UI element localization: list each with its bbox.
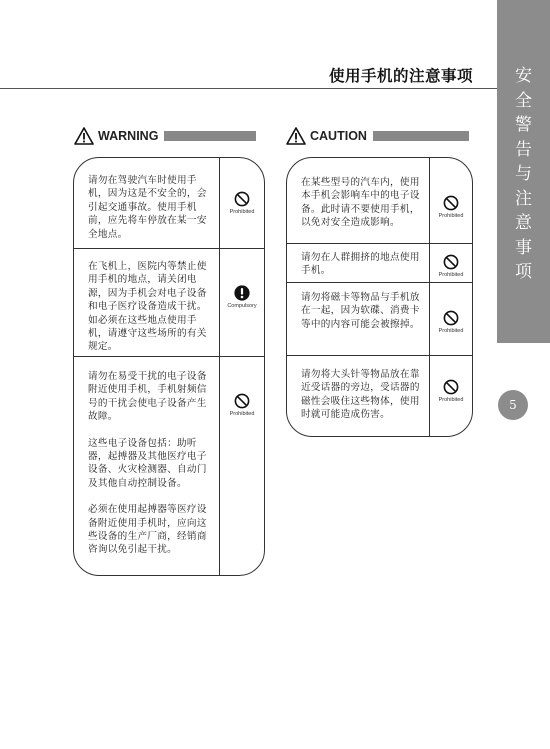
caution-item-text: [301, 368, 427, 422]
prohibited-caption: Prohibited: [438, 328, 464, 334]
warning-heading: [74, 126, 256, 146]
caution-item-paragraph: 请勿在人群拥挤的地点使用手机。: [301, 252, 420, 277]
prohibited-icon: [443, 195, 459, 211]
caution-item-icon-cell: [429, 283, 472, 355]
side-tab-char: 告: [515, 139, 532, 160]
caution-heading-bar: [373, 131, 469, 141]
warning-item: [74, 356, 264, 576]
warning-triangle-icon: [74, 127, 94, 145]
warning-item-paragraph: 在飞机上，医院内等禁止使用手机的地点，请关闭电源，因为手机会对电子设备和电子医疗设备造成干扰。如必须在这些地点使用手机，请遵守这些场所的有关规定。: [88, 261, 207, 353]
caution-item-paragraph: 在某些型号的汽车内，使用本手机会影响车中的电子设备。此时请不要使用手机，以免对安全造成影响。: [301, 177, 420, 229]
caution-item: [287, 158, 472, 243]
warning-item-icon-cell: [219, 357, 264, 576]
prohibited-icon: [443, 254, 459, 270]
prohibited-caption: Prohibited: [229, 411, 255, 417]
warning-item-paragraph: 请勿在易受干扰的电子设备附近使用手机，手机射频信号的干扰会使电子设备产生故障。: [88, 371, 207, 423]
prohibited-icon: [234, 191, 250, 207]
compulsory-symbol: [220, 285, 264, 309]
warning-label: WARNING: [98, 129, 159, 143]
side-tab: [497, 0, 550, 343]
side-tab-char: 全: [515, 90, 532, 111]
caution-item: [287, 282, 472, 355]
warning-item-text: [88, 260, 214, 354]
side-tab-char: 安: [515, 66, 532, 86]
caution-item: [287, 355, 472, 437]
prohibited-symbol: [430, 310, 472, 334]
caution-label: CAUTION: [310, 129, 367, 143]
title-rule: [0, 88, 497, 89]
warning-item-paragraph: 请勿在驾驶汽车时使用手机，因为这是不安全的，会引起交通事故。使用手机前，应先将车停放在某一安全地点。: [88, 175, 207, 240]
caution-item-text: [301, 251, 427, 278]
side-tab-char: 项: [515, 262, 532, 282]
caution-item-paragraph: 请勿将大头针等物品放在靠近受话器的旁边，受话器的磁性会吸住这些物体，使用时就可能造成伤害。: [301, 369, 420, 421]
caution-item-icon-cell: [429, 356, 472, 437]
warning-item-text: [88, 174, 214, 241]
compulsory-icon: [234, 285, 250, 301]
prohibited-caption: Prohibited: [438, 272, 464, 278]
warning-item: [74, 248, 264, 356]
prohibited-symbol: [430, 195, 472, 219]
warning-box: [73, 157, 265, 576]
side-tab-title: [497, 64, 550, 285]
prohibited-symbol: [220, 393, 264, 417]
compulsory-caption: Compulsory: [227, 303, 257, 309]
side-tab-char: 与: [515, 164, 532, 184]
side-tab-char: 事: [515, 237, 532, 258]
prohibited-icon: [443, 310, 459, 326]
caution-heading: [286, 126, 469, 146]
warning-item: [74, 158, 264, 248]
caution-item-text: [301, 176, 427, 230]
prohibited-caption: Prohibited: [229, 209, 255, 215]
side-tab-char: 警: [515, 115, 532, 135]
caution-triangle-icon: [286, 127, 306, 145]
prohibited-symbol: [430, 254, 472, 278]
prohibited-icon: [234, 393, 250, 409]
warning-item-icon-cell: [219, 249, 264, 356]
warning-item-icon-cell: [219, 158, 264, 248]
prohibited-symbol: [430, 379, 472, 403]
warning-item-paragraph: 必须在使用起搏器等医疗设备附近使用手机时，应向这些设备的生产厂商，经销商咨询以免引起干扰。: [88, 504, 207, 556]
caution-item-paragraph: 请勿将磁卡等物品与手机放在一起，因为软碟、消费卡等中的内容可能会被擦掉。: [301, 292, 420, 330]
caution-item-icon-cell: [429, 158, 472, 243]
caution-box: [286, 157, 473, 437]
caution-item-text: [301, 291, 427, 331]
side-tab-char: 注: [515, 188, 532, 209]
warning-heading-bar: [164, 131, 256, 141]
prohibited-caption: Prohibited: [438, 213, 464, 219]
prohibited-icon: [443, 379, 459, 395]
prohibited-caption: Prohibited: [438, 397, 464, 403]
warning-item-text: [88, 370, 214, 557]
side-tab-char: 意: [515, 213, 532, 233]
page-title: 使用手机的注意事项: [328, 67, 473, 85]
caution-item-icon-cell: [429, 244, 472, 282]
caution-item: [287, 243, 472, 282]
page-number: 5: [498, 390, 528, 420]
prohibited-symbol: [220, 191, 264, 215]
warning-item-paragraph: 这些电子设备包括：助听器，起搏器及其他医疗电子设备、火灾检测器、自动门及其他自动控制设备。: [88, 437, 207, 489]
